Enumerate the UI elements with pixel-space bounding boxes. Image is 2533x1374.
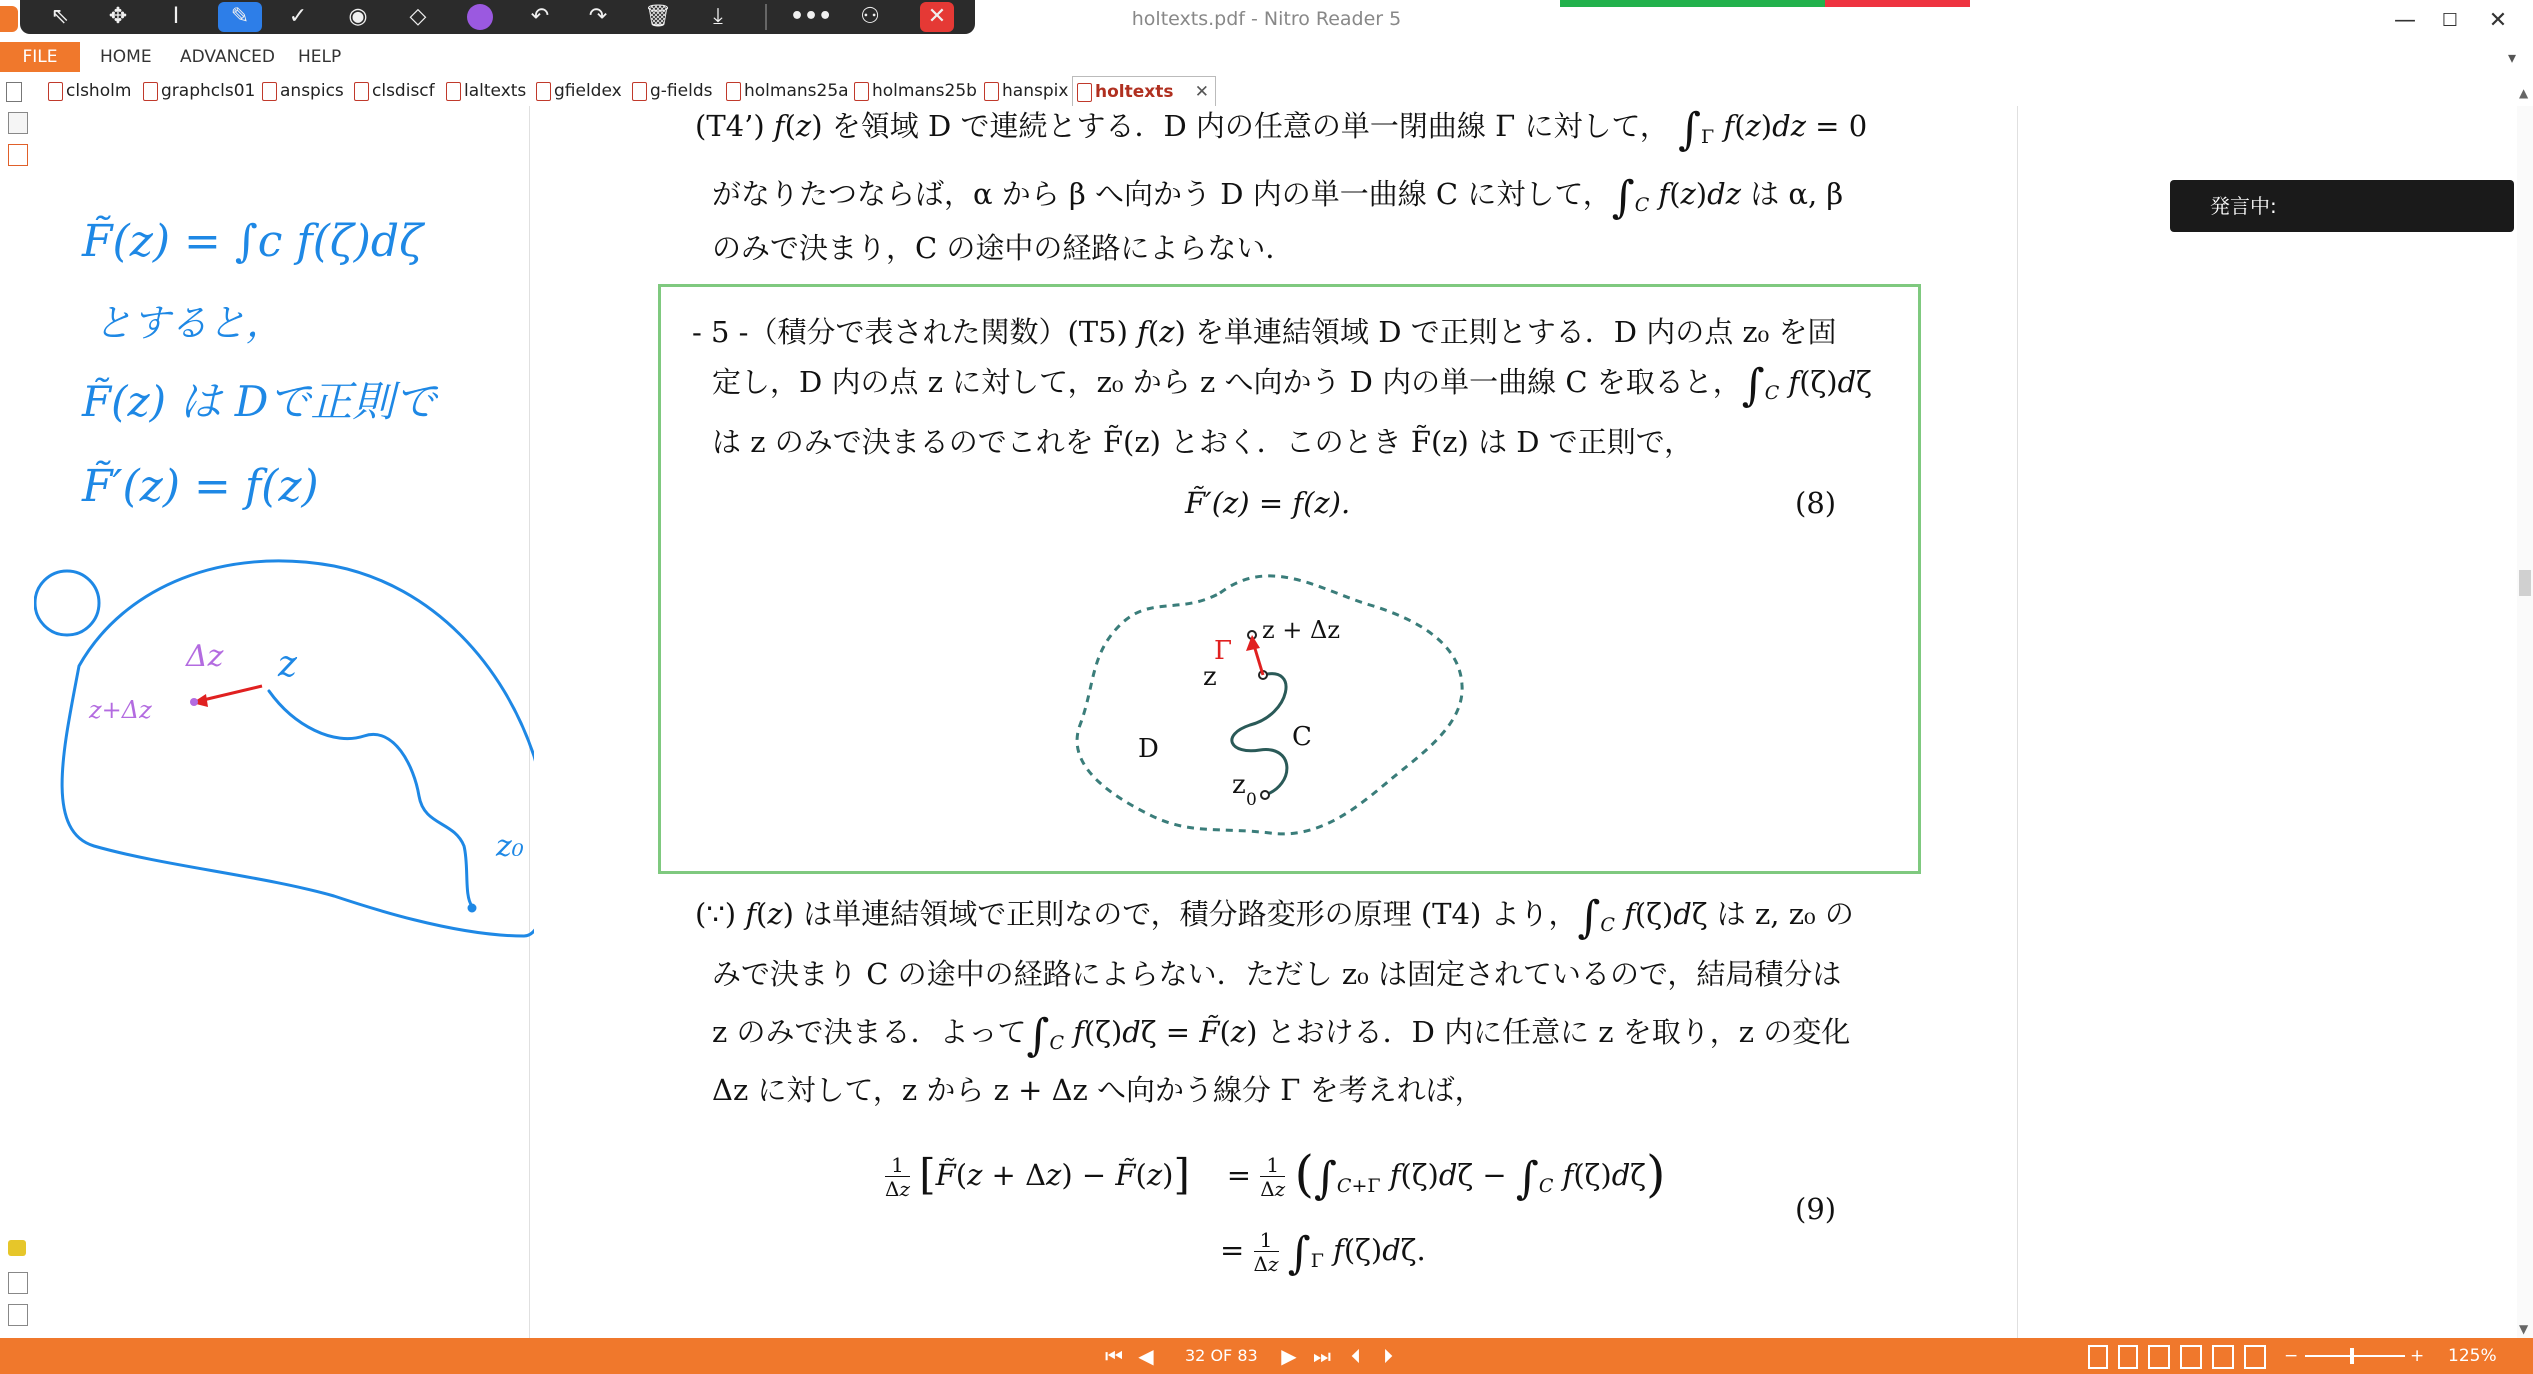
file-menu[interactable]: FILE [0,42,80,72]
menu-help[interactable]: HELP [298,47,342,67]
undo-icon[interactable]: ↶ [530,4,550,29]
first-page-icon[interactable]: ⏮ [1105,1344,1123,1368]
more-icon[interactable]: ••• [790,4,833,29]
proof-line1: (∵) f(z) は単連結領域で正則なので，積分路変形の原理 (T4) より，$\int_C$ f(ζ)dζ は z, z₀ の [695,892,1854,943]
zoom-level[interactable]: 125% [2448,1346,2497,1366]
equation-8-number: (8) [1795,486,1837,520]
thm-line1: - 5 -（積分で表された関数）(T5) f(z) を単連結領域 D で正則とする．D 内の点 z₀ を固 [692,315,1837,349]
layers-icon[interactable] [8,1304,28,1326]
ink-line3: F̃(z) は Dで正則で [82,377,437,426]
ink-arrow-line [199,686,262,701]
pdf-icon [143,82,158,101]
pdf-icon [446,82,461,101]
comments-icon[interactable] [8,1240,26,1256]
proof-line3: z のみで決まる．よって$\int_C$ f(ζ)dζ = F̃(z) とおける．D 内に任意に z を取り，z の変化 [712,1010,1851,1061]
zoom-slider[interactable] [2305,1355,2405,1357]
point-z0 [1261,791,1269,799]
tab-clsdiscf[interactable]: clsdiscf [350,76,435,106]
region-figure [1070,565,1475,850]
next-page-icon[interactable]: ▶ [1281,1344,1297,1368]
equation-9-line2: = $\frac{1}{\Delta z} \int_\Gamma$ f(ζ)dζ. [1220,1228,1426,1279]
tab-g-fields[interactable]: g-fields [628,76,712,106]
label-z: z [1203,662,1217,692]
integral-sign: ∫ [1611,172,1635,223]
integral-sign: ∫ [1741,360,1765,411]
menu-home[interactable]: HOME [100,47,152,67]
close-button[interactable]: ✕ [2488,8,2508,33]
last-page-icon[interactable]: ⏭ [1313,1344,1331,1368]
zoom-out-button[interactable]: − [2284,1346,2299,1366]
ink-label-z: z [278,644,297,685]
prev-page-icon[interactable]: ◀ [1138,1344,1154,1368]
zoom-slider-thumb[interactable] [2350,1348,2354,1364]
ink-region [62,561,534,936]
tab-close-icon[interactable]: ✕ [1194,82,1209,102]
ink-smiley-icon [35,571,99,635]
pdf-icon [262,82,277,101]
ink-line1: F̃(z) = ∫c f(ζ)dζ [82,216,423,267]
tab-hanspix[interactable]: hanspix [980,76,1068,106]
ink-label-zdz: z+Δz [89,696,152,724]
integral-sign: ∫ [1577,892,1601,943]
select-arrow-icon[interactable]: ⇖ [50,4,70,29]
integral-sign: ∫ [1678,104,1702,155]
label-z0-sub: 0 [1246,790,1257,810]
download-icon[interactable]: ⤓ [713,4,723,29]
app-logo [0,6,18,32]
check-icon[interactable]: ✓ [288,4,308,29]
window-title: holtexts.pdf - Nitro Reader 5 [1131,8,1402,30]
integral-sign: ∫ [1026,1010,1050,1061]
continuous-facing-view-icon[interactable] [2180,1345,2202,1369]
pen-toolbar [20,0,975,34]
scroll-up-icon[interactable]: ▲ [2519,86,2529,100]
delete-icon[interactable]: 🗑 [644,4,672,29]
thm-line2: 定し，D 内の点 z に対して，z₀ から z へ向かう D 内の単一曲線 C を取ると，$\int_C$ f(ζ)dζ [712,360,1872,411]
equation-9-number: (9) [1795,1192,1837,1226]
move-icon[interactable]: ✥ [108,4,128,29]
tab-holtexts[interactable]: holtexts ✕ [1072,76,1216,107]
t4p-line1: (T4’) f(z) を領域 D で連続とする．D 内の任意の単一閉曲線 Γ に対して， $\int_\Gamma$ f(z)dz = 0 [695,104,1868,155]
right-margin-area[interactable] [2017,106,2518,1338]
tab-laltexts[interactable]: laltexts [442,76,526,106]
menu-advanced[interactable]: ADVANCED [180,47,276,67]
ink-label-dz: Δz [186,639,224,674]
back-view-icon[interactable]: ⏴ [1351,1344,1361,1368]
bookmarks-icon[interactable] [8,144,28,166]
progress-bar-green [1560,0,1825,7]
pdf-icon [726,82,741,101]
tab-holmans25a[interactable]: holmans25a [722,76,849,106]
tab-clsholm[interactable]: clsholm [44,76,131,106]
speaking-indicator: 発言中: [2170,180,2514,232]
progress-bar-red [1825,0,1970,7]
proof-line2: みで決まり C の途中の経路によらない．ただし z₀ は固定されているので，結局積分は [712,957,1842,991]
toolbar-close-icon[interactable]: ✕ [920,2,954,32]
continuous-view-icon[interactable] [2118,1345,2138,1369]
redo-icon[interactable]: ↷ [588,4,608,29]
label-c: C [1292,722,1312,752]
label-d: D [1138,734,1159,764]
ink-path-c [269,691,472,906]
t4p-line2: がなりたつならば，α から β へ向かう D 内の単一曲線 C に対して，$\int_C$ f(z)dz は α, β [712,172,1844,223]
page-indicator[interactable]: 32 OF 83 [1185,1346,1258,1365]
side-panel-strip [0,106,35,1338]
label-z0: z [1232,770,1246,800]
eraser-icon[interactable]: ◇ [409,4,427,29]
pen-icon[interactable]: ✎ [218,2,262,32]
equation-9-line1: $\frac{1}{\Delta z}$ [F̃(z + Δz) − F̃(z)] = $\frac{1}{\Delta z} (\int_{C+\Gamma}$ $f(\zeta)d\zeta - \int_C$ f(ζ)dζ) [885,1145,1666,1204]
thumbnails-icon[interactable] [8,112,28,134]
ink-annotations [34,106,534,1338]
single-page-view-icon[interactable] [2088,1345,2108,1369]
pdf-icon [354,82,369,101]
ribbon [0,42,2533,72]
fit-width-icon[interactable] [2244,1345,2266,1369]
equation-8: F̃′(z) = f(z). [1185,486,1351,520]
label-gamma: Γ [1214,636,1233,666]
pdf-icon [984,82,999,101]
scroll-down-icon[interactable]: ▼ [2519,1322,2529,1336]
tab-anspics[interactable]: anspics [258,76,344,106]
pdf-icon [632,82,647,101]
pdf-icon [854,82,869,101]
forward-view-icon[interactable]: ⏵ [1383,1344,1393,1368]
ink-label-z0: z₀ [496,829,524,864]
ink-point-z0 [469,905,475,911]
attachments-icon[interactable] [8,1272,28,1294]
tab-graphcls01[interactable]: graphcls01 [139,76,255,106]
zoom-in-button[interactable]: + [2410,1346,2425,1366]
vertical-scrollbar[interactable] [2517,106,2533,1338]
toolbar-divider [765,4,767,30]
record-icon[interactable]: ◉ [348,4,368,29]
scrollbar-thumb[interactable] [2519,570,2531,596]
ribbon-collapse-icon[interactable]: ▾ [2508,48,2517,67]
page-icon[interactable] [6,82,22,102]
account-icon[interactable]: ⚇ [860,4,880,29]
fit-page-icon[interactable] [2212,1345,2234,1369]
proof-line4: Δz に対して，z から z + Δz へ向かう線分 Γ を考えれば， [712,1073,1484,1107]
ink-line2: とすると， [94,301,285,345]
pdf-icon [536,82,551,101]
pdf-icon [48,82,63,101]
text-cursor-icon[interactable]: I [172,4,180,29]
ink-point-zdz [190,698,198,706]
minimize-button[interactable]: — [2394,8,2416,33]
thm-line3: は z のみで決まるのでこれを F̃(z) とおく．このとき F̃(z) は D で正則で， [712,425,1694,459]
ink-line4: F̃′(z) = f(z) [82,461,319,512]
pdf-icon [1077,83,1092,102]
maximize-button[interactable]: ☐ [2441,10,2459,31]
label-z-dz: z + Δz [1262,616,1340,644]
color-purple-icon[interactable] [467,4,493,30]
tab-holmans25b[interactable]: holmans25b [850,76,977,106]
t4p-line3: のみで決まり，C の途中の経路によらない． [712,231,1295,265]
tab-gfieldex[interactable]: gfieldex [532,76,622,106]
facing-view-icon[interactable] [2148,1345,2170,1369]
